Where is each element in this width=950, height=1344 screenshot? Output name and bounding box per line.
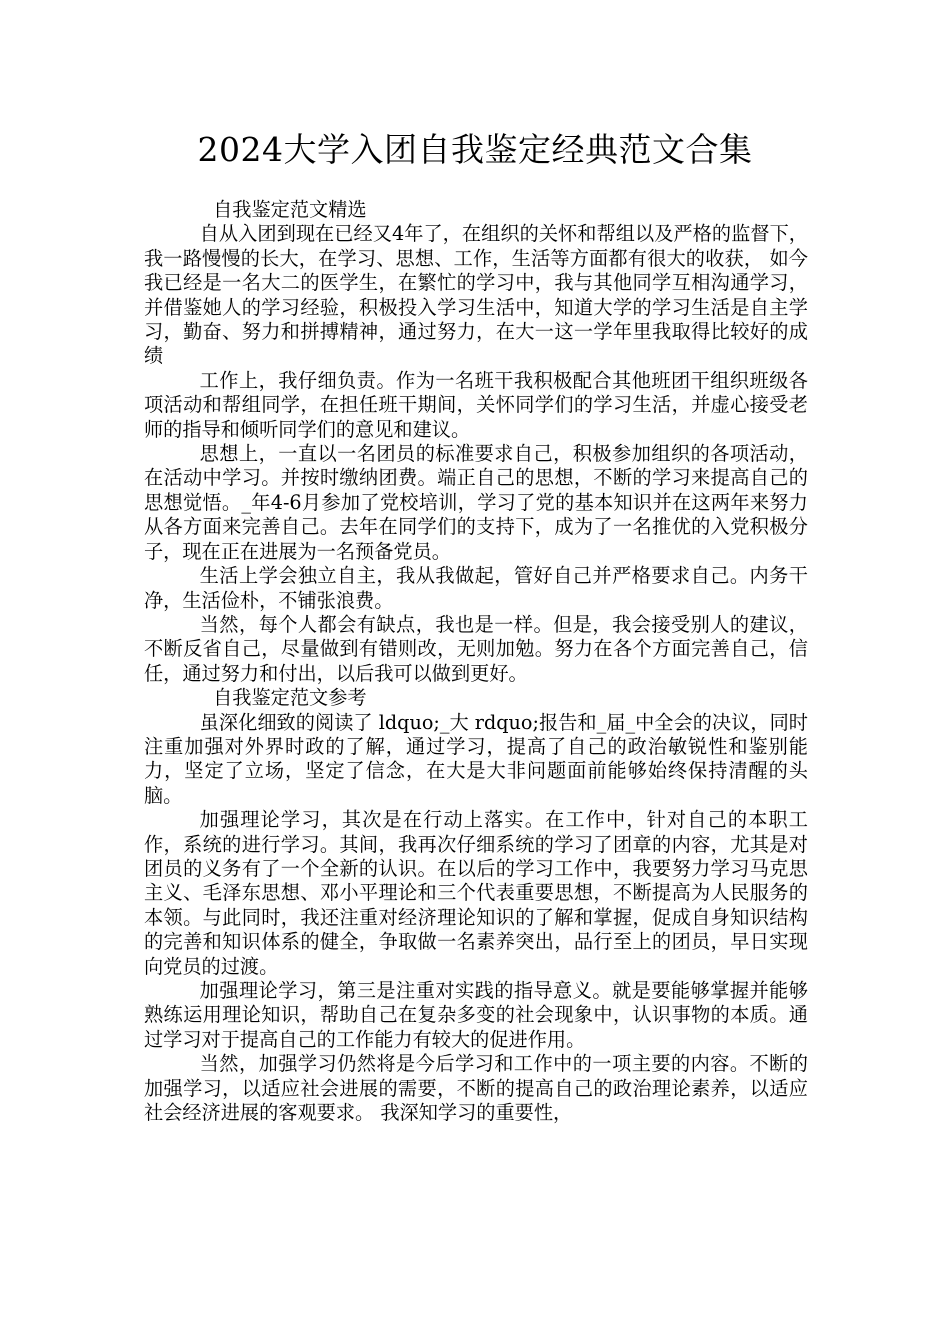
paragraph: 工作上，我仔细负责。作为一名班干我积极配合其他班团干组织班级各项活动和帮组同学，在担任班干期间，关怀同学们的学习生活，并虚心接受老师的指导和倾听同学们的意见和建议。	[144, 368, 808, 441]
paragraph: 当然，每个人都会有缺点，我也是一样。但是，我会接受别人的建议，不断反省自己，尽量做到有错则改，无则加勉。努力在各个方面完善自己，信任，通过努力和付出，以后我可以做到更好。	[144, 612, 808, 685]
document-body	[144, 198, 808, 1125]
paragraph: 虽深化细致的阅读了 ldquo;_大 rdquo;报告和_届_中全会的决议，同时注重加强对外界时政的了解，通过学习，提高了自己的政治敏锐性和鉴别能力，坚定了立场，坚定了信念，在大是大非问题面前能够始终保持清醒的头脑。	[144, 710, 808, 807]
section-heading: 自我鉴定范文参考	[213, 686, 367, 710]
paragraph: 生活上学会独立自主，我从我做起，管好自己并严格要求自己。内务干净，生活俭朴，不铺张浪费。	[144, 564, 808, 612]
document-title: 2024大学入团自我鉴定经典范文合集	[197, 130, 753, 169]
section-heading: 自我鉴定范文精选	[213, 198, 367, 221]
paragraph: 加强理论学习，其次是在行动上落实。在工作中，针对自己的本职工作，系统的进行学习。其间，我再次仔细系统的学习了团章的内容，尤其是对团员的义务有了一个全新的认识。在以后的学习工作中，我要努力学习马克思主义、毛泽东思想、邓小平理论和三个代表重要思想，不断提高为人民服务的本领。与此同时，我还注重对经济理论知识的了解和掌握，促成自身知识结构的完善和知识体系的健全，争取做一名素养突出，品行至上的团员，早日实现向党员的过渡。	[144, 808, 808, 978]
paragraph: 加强理论学习，第三是注重对实践的指导意义。就是要能够掌握并能够熟练运用理论知识，帮助自己在复杂多变的社会现象中，认识事物的本质。通过学习对于提高自己的工作能力有较大的促进作用。	[144, 979, 808, 1051]
paragraph: 自从入团到现在已经又4年了，在组织的关怀和帮组以及严格的监督下，我一路慢慢的长大，在学习、思想、工作，生活等方面都有很大的收获， 如今我已经是一名大二的医学生，在繁忙的学习中，我与其他同学互相沟通学习，并借鉴她人的学习经验，积极投入学习生活中，知道大学的学习生活是自主学习，勤奋、努力和拼搏精神，通过努力，在大一这一学年里我取得比较好的成绩	[144, 222, 808, 368]
paragraph: 当然，加强学习仍然将是今后学习和工作中的一项主要的内容。不断的加强学习，以适应社会进展的需要，不断的提高自己的政治理论素养，以适应社会经济进展的客观要求。 我深知学习的重要性，	[144, 1052, 808, 1125]
paragraph: 思想上，一直以一名团员的标准要求自己，积极参加组织的各项活动，在活动中学习。并按时缴纳团费。端正自己的思想，不断的学习来提高自己的思想觉悟。_年4-6月参加了党校培训，学习了党的基本知识并在这两年来努力从各方面来完善自己。去年在同学们的支持下，成为了一名推优的入党积极分子，现在正在进展为一名预备党员。	[144, 442, 808, 563]
